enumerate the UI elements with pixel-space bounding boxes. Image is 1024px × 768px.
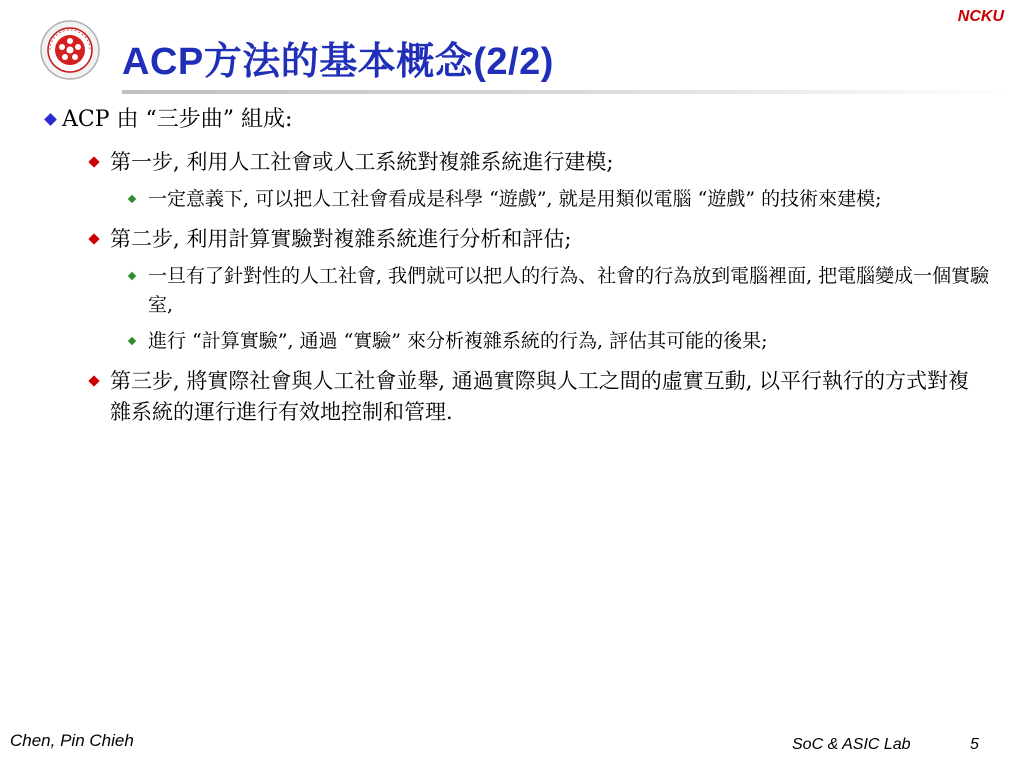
bullet-step3	[88, 366, 986, 428]
bullet-step2-sub1	[128, 262, 994, 320]
bullet-step2-sub2	[128, 327, 994, 356]
slide-content	[44, 103, 994, 428]
bullet-intro	[44, 103, 994, 137]
author-name: Chen, Pin Chieh	[10, 731, 134, 750]
bullet-text: 第三步, 將實際社會與人工社會並舉, 通過實際與人工之間的虛實互動, 以平行執行的方式對複雜系統的運行進行有效地控制和管理.	[110, 369, 970, 424]
university-seal-icon	[40, 20, 100, 80]
red-diamond-bullet-icon	[88, 375, 99, 386]
green-diamond-bullet-icon	[128, 272, 136, 280]
bullet-text: 第二步, 利用計算實驗對複雜系統進行分析和評估;	[110, 227, 572, 251]
lab-name: SoC & ASIC Lab	[792, 736, 911, 753]
red-diamond-bullet-icon	[88, 156, 99, 167]
green-diamond-bullet-icon	[128, 337, 136, 345]
bullet-step1	[88, 147, 986, 178]
bullet-step1-sub1	[128, 185, 994, 214]
bullet-text: 一定意義下, 可以把人工社會看成是科學 “遊戲”, 就是用類似電腦 “遊戲” 的技術來建模;	[148, 188, 882, 210]
title-divider	[122, 90, 1014, 94]
page-number: 5	[970, 736, 979, 753]
bullet-step2	[88, 224, 986, 255]
brand-label: NCKU	[957, 8, 1004, 25]
blue-diamond-bullet-icon	[44, 113, 57, 126]
bullet-text: 一旦有了針對性的人工社會, 我們就可以把人的行為、社會的行為放到電腦裡面, 把電腦變成一個實驗室,	[148, 265, 990, 316]
red-diamond-bullet-icon	[88, 233, 99, 244]
green-diamond-bullet-icon	[128, 195, 136, 203]
bullet-text: ACP 由 “三步曲” 組成:	[62, 107, 293, 132]
bullet-text: 第一步, 利用人工社會或人工系統對複雜系統進行建模;	[110, 150, 614, 174]
bullet-text: 進行 “計算實驗”, 通過 “實驗” 來分析複雜系統的行為, 評估其可能的後果;	[148, 330, 768, 352]
slide-title: ACP方法的基本概念(2/2)	[122, 41, 554, 83]
